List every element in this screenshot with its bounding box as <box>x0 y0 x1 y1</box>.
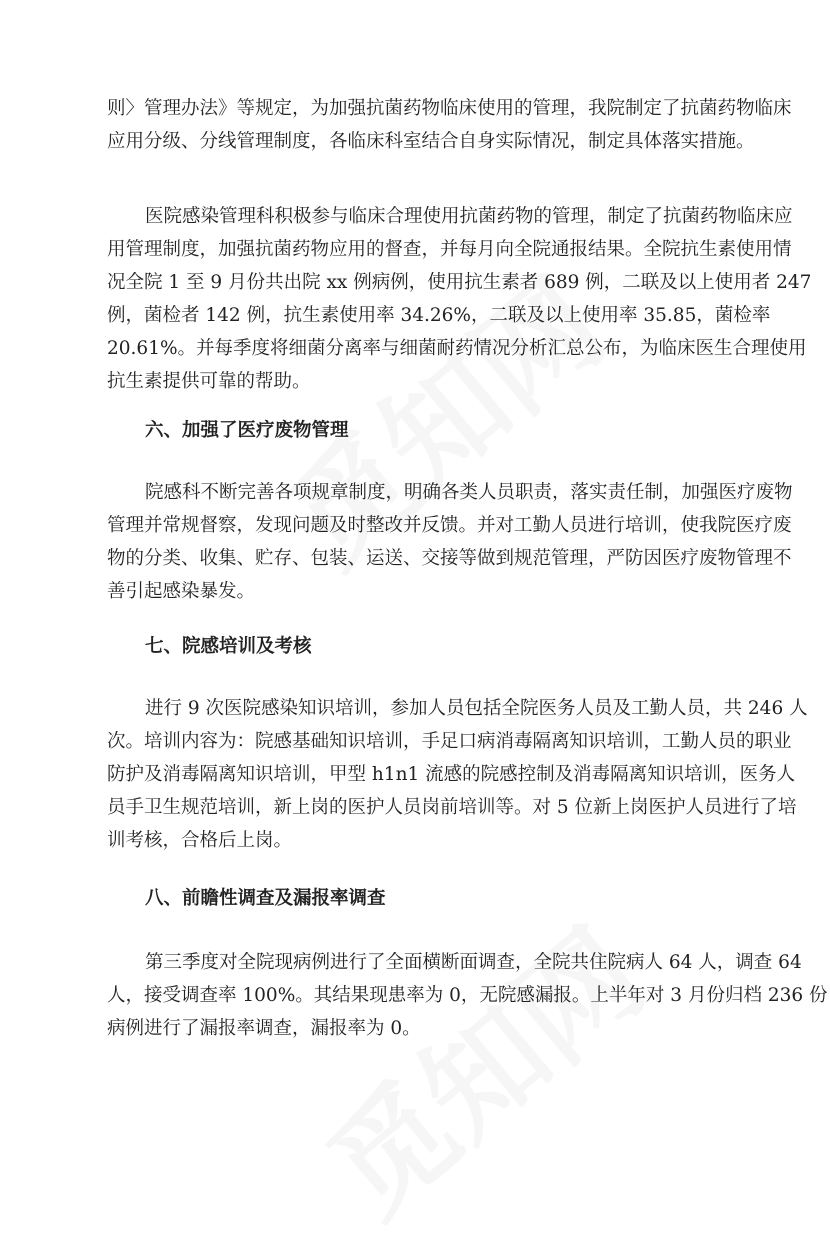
paragraph-training <box>107 692 808 857</box>
section-heading-training: 七、院感培训及考核 <box>145 636 312 657</box>
paragraph-antibiotic-policy <box>107 92 792 158</box>
text-line: 病例进行了漏报率调查，漏报率为 0。 <box>107 1018 421 1039</box>
paragraph-survey <box>107 946 828 1045</box>
text-line: 员手卫生规范培训，新上岗的医护人员岗前培训等。对 5 位新上岗医护人员进行了培 <box>107 797 797 818</box>
text-line: 用管理制度，加强抗菌药物应用的督查，并每月向全院通报结果。全院抗生素使用情 <box>107 239 792 260</box>
text-line: 第三季度对全院现病例进行了全面横断面调查，全院共住院病人 64 人，调查 64 <box>145 952 802 973</box>
text-line: 防护及消毒隔离知识培训，甲型 h1n1 流感的院感控制及消毒隔离知识培训，医务人 <box>107 764 796 785</box>
text-line: 管理并常规督察，发现问题及时整改并反馈。并对工勤人员进行培训，使我院医疗废 <box>107 515 792 536</box>
text-line: 次。培训内容为：院感基础知识培训，手足口病消毒隔离知识培训，工勤人员的职业 <box>107 731 792 752</box>
text-line: 况全院 1 至 9 月份共出院 xx 例病例，使用抗生素者 689 例，二联及以上使用者 247 <box>107 272 812 293</box>
text-line: 则〉管理办法》等规定，为加强抗菌药物临床使用的管理，我院制定了抗菌药物临床 <box>107 98 792 119</box>
text-line: 20.61%。并每季度将细菌分离率与细菌耐药情况分析汇总公布，为临床医生合理使用 <box>107 338 807 359</box>
text-line: 人，接受调查率 100%。其结果现患率为 0，无院感漏报。上半年对 3 月份归档 236 份 <box>107 985 828 1006</box>
text-line: 训考核，合格后上岗。 <box>107 830 293 851</box>
paragraph-medical-waste <box>107 476 793 608</box>
text-line: 例，菌检者 142 例，抗生素使用率 34.26%，二联及以上使用率 35.85，菌检率 <box>107 305 771 326</box>
text-line: 物的分类、收集、贮存、包装、运送、交接等做到规范管理，严防因医疗废物管理不 <box>107 548 792 569</box>
section-heading-medical-waste: 六、加强了医疗废物管理 <box>145 420 349 441</box>
watermark <box>287 884 673 1247</box>
text-line: 医院感染管理科积极参与临床合理使用抗菌药物的管理，制定了抗菌药物临床应 <box>145 206 793 227</box>
section-heading-survey: 八、前瞻性调查及漏报率调查 <box>145 888 386 909</box>
text-line: 抗生素提供可靠的帮助。 <box>107 371 311 392</box>
text-line: 应用分级、分线管理制度，各临床科室结合自身实际情况，制定具体落实措施。 <box>107 131 755 152</box>
paragraph-antibiotic-stats <box>107 200 812 398</box>
text-line: 进行 9 次医院感染知识培训，参加人员包括全院医务人员及工勤人员，共 246 人 <box>145 698 808 719</box>
text-line: 院感科不断完善各项规章制度，明确各类人员职责，落实责任制，加强医疗废物 <box>145 482 793 503</box>
text-line: 善引起感染暴发。 <box>107 581 256 602</box>
